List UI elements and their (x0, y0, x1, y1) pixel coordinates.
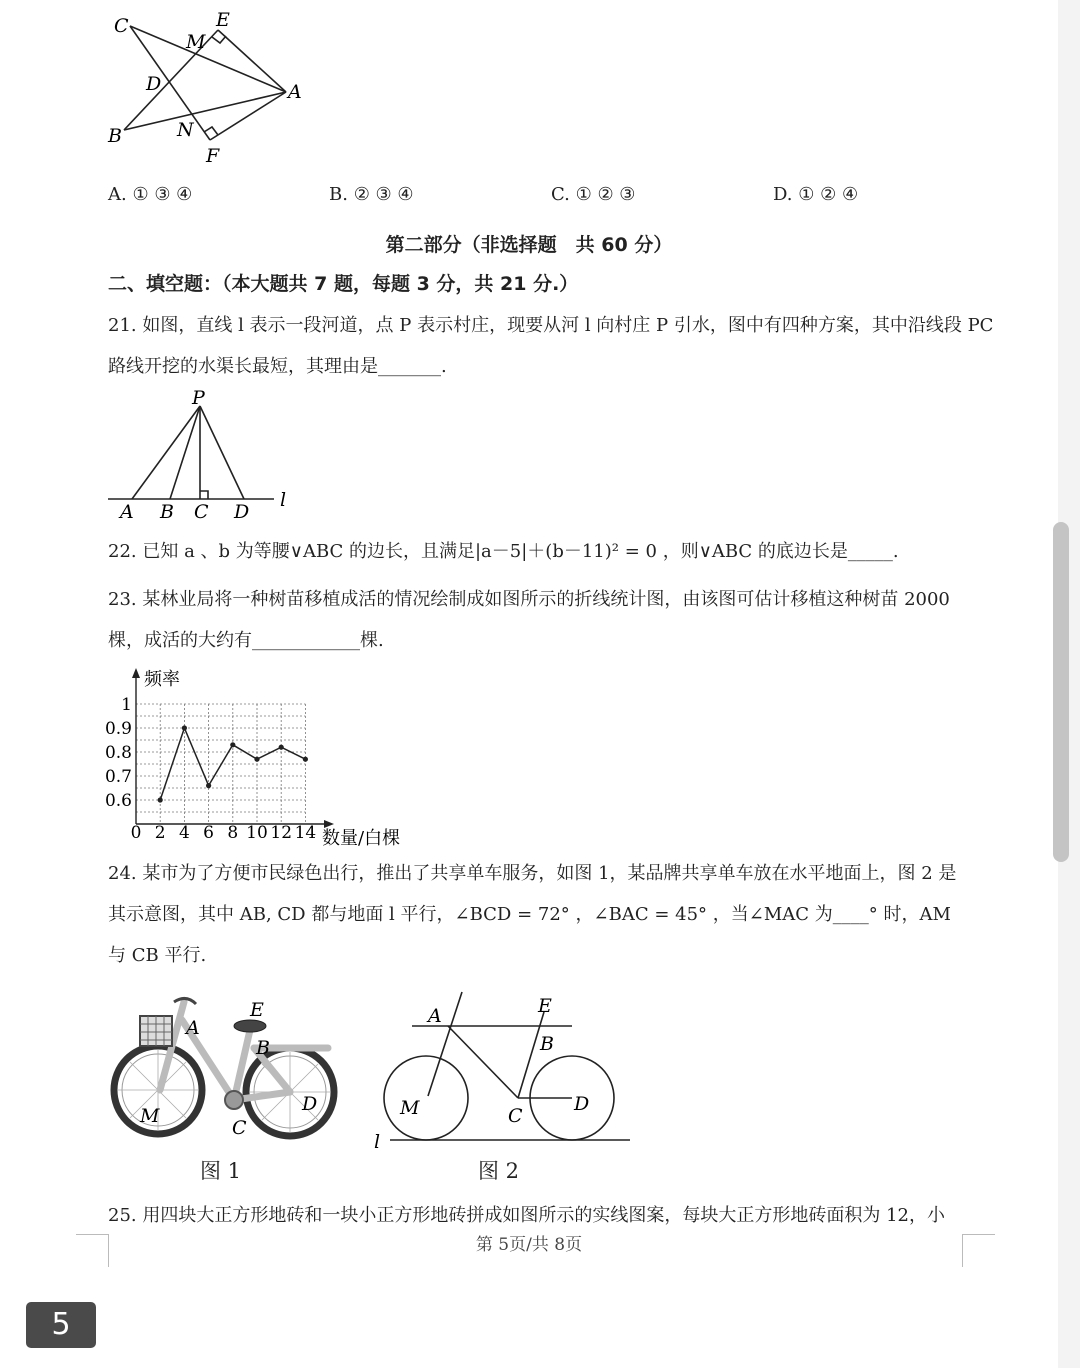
label-c: C (114, 15, 129, 37)
q21-line1: 21. 如图，直线 l 表示一段河道，点 P 表示村庄，现要从河 l 向村庄 P 引水，图中有四种方案，其中沿线段 PC (108, 315, 994, 336)
fig1-label-a: A (186, 1017, 200, 1039)
q24-line1: 24. 某市为了方便市民绿色出行，推出了共享单车服务，如图 1，某品牌共享单车放在水平地面上，图 2 是 (108, 863, 957, 884)
circle-m (384, 1056, 468, 1140)
x-tick-label: 10 (246, 823, 268, 843)
crank (225, 1091, 243, 1109)
option-b[interactable]: B. ② ③ ④ (329, 184, 414, 205)
label-l: l (280, 489, 287, 511)
q23-line2: 棵，成活的大约有____________棵. (108, 630, 384, 651)
fig1-label-m: M (140, 1105, 160, 1127)
x-tick-label: 12 (270, 823, 293, 843)
q21-figure (100, 386, 300, 526)
top-geometry-figure (100, 6, 320, 168)
label-n: N (177, 119, 194, 141)
segment-pd (200, 406, 244, 499)
label-c: C (194, 501, 209, 523)
q24-line3: 与 CB 平行. (108, 945, 207, 966)
segment-fa (210, 92, 286, 140)
data-point (158, 797, 163, 802)
x-tick-label: 8 (227, 823, 239, 843)
y-tick-label: 0.8 (104, 743, 132, 763)
fig1-label-e: E (250, 999, 264, 1021)
x-axis-label: 数量/白棵 (322, 828, 401, 849)
data-point (230, 742, 235, 747)
fig1-caption: 图 1 (200, 1159, 242, 1183)
bicycle-schematic-figure (370, 988, 640, 1152)
fig1-label-b: B (256, 1037, 270, 1059)
section-title: 第二部分（非选择题 共 60 分） (385, 234, 673, 256)
segment-ba (124, 92, 286, 130)
q21-line2: 路线开挖的水渠长最短，其理由是_______. (108, 356, 447, 377)
fig2-label-e: E (538, 995, 552, 1017)
page-number-badge: 5 (26, 1302, 96, 1348)
x-tick-label: 6 (203, 823, 215, 843)
data-point (279, 745, 284, 750)
option-d[interactable]: D. ① ② ④ (773, 184, 859, 205)
data-point (254, 757, 259, 762)
label-b: B (160, 501, 174, 523)
label-a: A (288, 81, 302, 103)
label-e: E (216, 9, 230, 31)
x-tick-label: 4 (178, 823, 190, 843)
q25-line1: 25. 用四块大正方形地砖和一块小正方形地砖拼成如图所示的实线图案，每块大正方形地砖面积为 12，小 (108, 1205, 945, 1226)
label-d: D (234, 501, 250, 523)
fig2-label-a: A (428, 1005, 442, 1027)
label-d: D (146, 73, 162, 95)
q22-text: 22. 已知 a 、b 为等腰∨ABC 的边长，且满足|a－5|＋(b－11)² = 0 ，则∨ABC 的底边长是_____. (108, 541, 899, 562)
segment-ea (218, 30, 286, 92)
fig2-label-d: D (574, 1093, 590, 1115)
label-m: M (186, 31, 206, 53)
segment-eb-c (518, 1012, 544, 1098)
page-footer: 第 5页/共 8页 (475, 1235, 583, 1255)
section-heading: 二、填空题：（本大题共 7 题，每题 3 分，共 21 分.） (108, 273, 579, 295)
label-f: F (206, 145, 220, 167)
bicycle-photo-figure (104, 990, 344, 1152)
fig1-label-c: C (232, 1117, 247, 1139)
fig2-label-c: C (508, 1105, 523, 1127)
option-a[interactable]: A. ① ③ ④ (108, 184, 193, 205)
data-point (182, 725, 187, 730)
label-b: B (108, 125, 122, 147)
y-tick-label: 0.6 (104, 791, 132, 811)
fig2-caption: 图 2 (478, 1159, 520, 1183)
x-tick-label: 14 (294, 823, 317, 843)
q24-line2: 其示意图，其中 AB, CD 都与地面 l 平行，∠BCD = 72° ，∠BAC = 45° ，当∠MAC 为____° 时，AM (108, 904, 951, 925)
y-axis-arrow (132, 668, 140, 678)
survival-rate-chart (100, 664, 420, 854)
fig1-label-d: D (302, 1093, 318, 1115)
label-p: P (192, 387, 205, 409)
corner-mark-left (76, 1234, 109, 1267)
x-tick-label: 2 (154, 823, 166, 843)
option-c[interactable]: C. ① ② ③ (551, 184, 636, 205)
segment-ac (448, 1026, 518, 1098)
data-point (303, 757, 308, 762)
data-point (206, 783, 211, 788)
x-tick-label: 0 (130, 823, 142, 843)
y-tick-label: 0.9 (104, 719, 132, 739)
fig2-label-b: B (540, 1033, 554, 1055)
right-angle-e (212, 36, 226, 43)
saddle (234, 1020, 266, 1032)
y-tick-label: 1 (121, 695, 132, 715)
segment-pa (132, 406, 200, 499)
q23-line1: 23. 某林业局将一种树苗移植成活的情况绘制成如图所示的折线统计图，由该图可估计移植这种树苗 2000 (108, 589, 950, 610)
fig2-label-m: M (400, 1097, 420, 1119)
label-a: A (120, 501, 134, 523)
x-axis-arrow (324, 820, 334, 828)
corner-mark-right (962, 1234, 995, 1267)
segment-pb (170, 406, 200, 499)
right-angle-c (200, 491, 208, 499)
y-axis-label: 频率 (144, 669, 180, 690)
fig2-label-l: l (374, 1131, 381, 1152)
y-tick-label: 0.7 (104, 767, 132, 787)
scrollbar-thumb[interactable] (1053, 522, 1069, 862)
